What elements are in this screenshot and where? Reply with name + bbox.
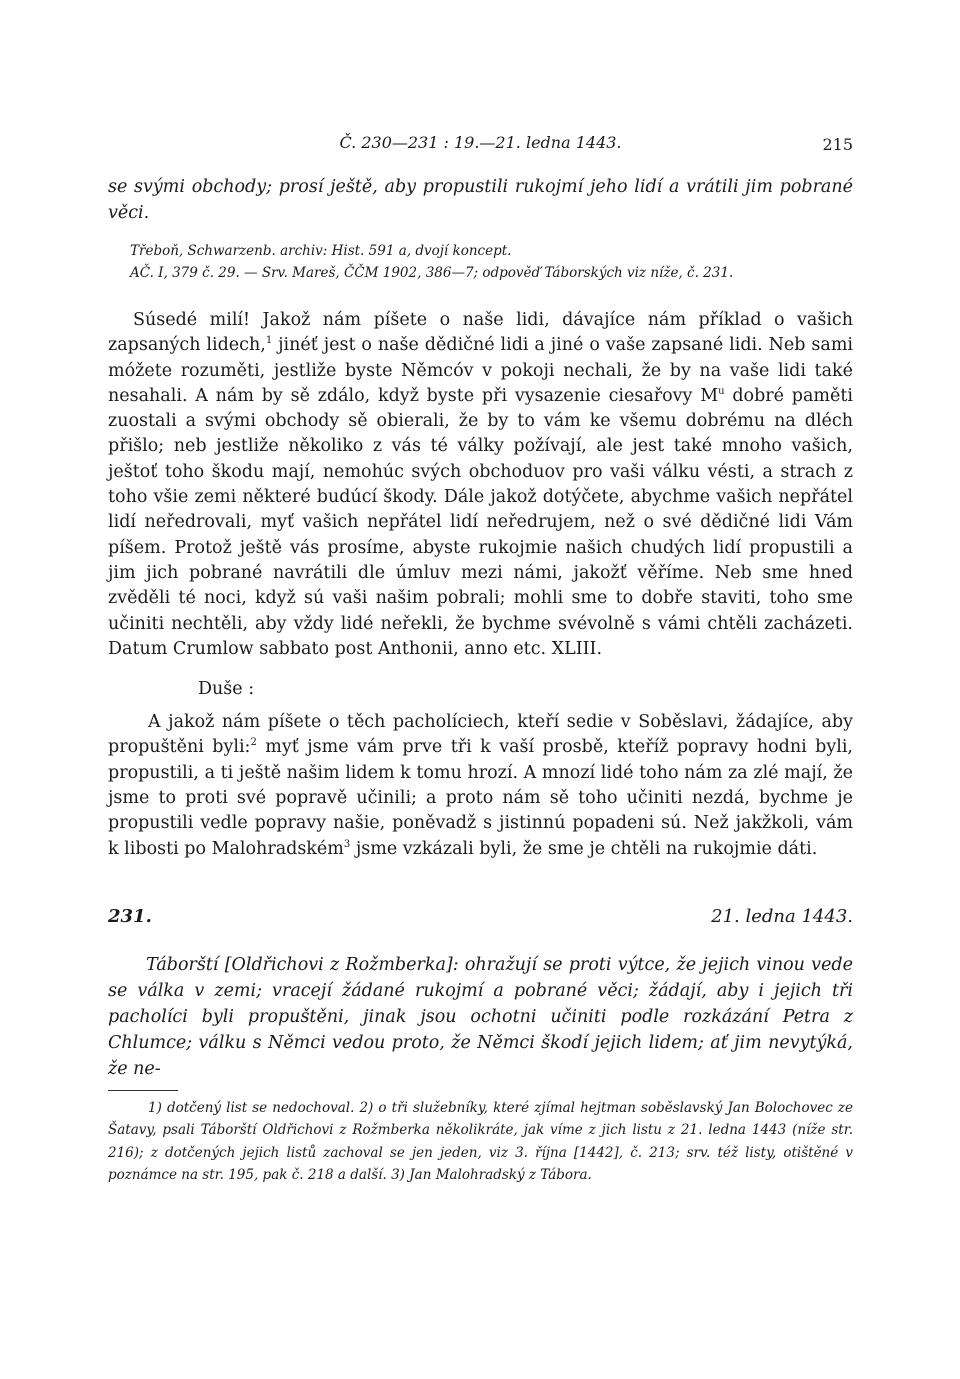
source-line-archive: Třeboň, Schwarzenb. archiv: Hist. 591 a, dvojí koncept. xyxy=(130,243,512,259)
duse-label: Duše : xyxy=(198,679,255,700)
letter-text xyxy=(108,308,853,662)
footnote-ref-3: 3 xyxy=(343,838,351,850)
letter-text-part: Súsedé milí! Jakož nám píšete o naše lidi, dávajíce nám příklad o vašich zapsaných lidech, xyxy=(108,310,853,356)
document-number: 231. xyxy=(108,905,152,927)
footnotes: 1) dotčený list se nedochoval. 2) o tři služebníky, které zjímal hejtman soběslavský Jan Bolochovec ze Šatavy, psali Táborští Oldřichovi z Rožmberka několikráte, jak víme z jich listu z 21. ledna 1443 (níže str. 216); z dotčených jejich listů zachoval se jen jeden, viz 3. října [1442], č. 213; srv. též listy, otištěné v poznámce na str. 195, pak č. 218 a další. 3) Jan Malohradský z Tábora. xyxy=(108,1099,853,1184)
letter-text-part: jinéť jest o naše dědičné lidi a jiné o vaše zapsané lidi. Neb sami móžete rozuměti, jestliže byste Němcóv v pokoji nechali, že by na vaše lidi také nesahali. A nám by sě zdálo, když byste při vysazenie ciesařovy M xyxy=(108,335,854,406)
postscript-part: myť jsme vám prve tři k vaší prosbě, kteříž popravy hodni byli, propustili, a ti ještě našim lidem k tomu hrozí. A mnozí lidé toho nám za zlé mají, že jsme to proti své popravě učinili; a proto nám sě toho učiniti nezdá, bychme je propustili vedle popravy našie, poněvadž s jistinnú popadeni sú. Než jakžkoli, vám k libosti po Malohradském xyxy=(108,737,853,859)
regest-231: Táborští [Oldřichovi z Rožmberka]: ohražují se proti výtce, že jejich vinou vede se válka v zemi; vracejí žádané rukojmí a pobrané věci; žádají, aby i jejich tři pacholíci byli propuštěni, jinak jsou ochotni učiniti podle rozkázání Petra z Chlumce; válku s Němci vedou proto, že Němci škodí jejich lidem; ať jim nevytýká, že ne- xyxy=(108,954,853,1079)
page-number: 215 xyxy=(822,135,853,154)
document-date: 21. ledna 1443. xyxy=(711,905,853,927)
footnote-divider xyxy=(108,1090,178,1091)
running-title: Č. 230—231 : 19.—21. ledna 1443. xyxy=(339,133,622,152)
regest-continuation: se svými obchody; prosí ještě, aby propustili rukojmí jeho lidí a vrátili jim pobrané věci. xyxy=(108,177,853,223)
book-page xyxy=(108,128,853,1187)
letter-postscript xyxy=(108,710,853,862)
source-note xyxy=(108,240,853,284)
source-line-literature: AČ. I, 379 č. 29. — Srv. Mareš, ČČM 1902, 386—7; odpověď Táborských viz níže, č. 231. xyxy=(130,265,734,281)
page-header xyxy=(108,128,853,156)
abbreviation-superscript: u xyxy=(718,386,725,398)
postscript-part: A jakož nám píšete o těch pacholíciech, kteří sedie v Soběslavi, žádajíce, aby propuštěni byli: xyxy=(108,712,853,758)
document-heading xyxy=(108,906,853,934)
letter-text-part: dobré paměti zuostali a svými obchody sě obierali, že by to vám ke všemu dobrému na dléch přišlo; neb jestliže několiko z vás té války požívají, ale jest také mnoho vašich, ještoť toho škodu mají, nemohúc svých obchoduov pro vaši válku vésti, a strach z toho všie zemi některé budúcí škody. Dále jakož dotýčete, abychme vašich nepřátel lidí neředrovali, myť vašich nepřátel lidí neředrujem, než o své dědičné lidi Vám píšem. Protož ještě vás prosíme, abyste rukojmie našich chudých lidí propustili a jim jich pobrané navrátili dle úmluv mezi námi, jakožť věříme. Neb sme hned zvěděli té noci, když sú vaši našim pobrali; mohli sme to dobře staviti, toho sme učiniti nechtěli, aby vždy lidé neřekli, že bychme svévolně s vámi chtěli zacházeti. Datum Crumlow sabbato post Anthonii, anno etc. XLIII. xyxy=(108,385,853,659)
footnote-ref-2: 2 xyxy=(250,737,257,749)
postscript-part: jsme vzkázali byli, že sme je chtěli na rukojmie dáti. xyxy=(350,838,818,859)
footnote-ref-1: 1 xyxy=(265,335,273,347)
